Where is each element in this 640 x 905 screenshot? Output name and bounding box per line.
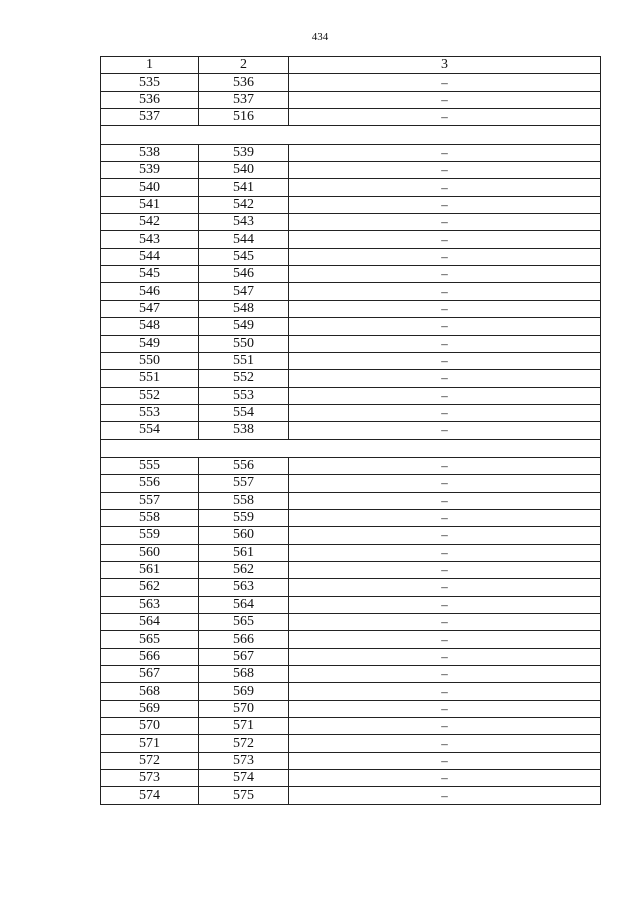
table-cell-col-2: 548: [199, 300, 289, 317]
table-row: [101, 561, 601, 578]
table-cell-col-1: 538: [101, 144, 199, 161]
table-cell-col-3: –: [289, 544, 601, 561]
table-row: [101, 770, 601, 787]
table-row: [101, 718, 601, 735]
column-header-3: 3: [289, 57, 601, 74]
table-row: [101, 231, 601, 248]
table-cell-col-1: 574: [101, 787, 199, 804]
table-cell-col-3: –: [289, 231, 601, 248]
table-cell-col-2: 549: [199, 318, 289, 335]
table-row: [101, 475, 601, 492]
table-cell-col-2: 559: [199, 509, 289, 526]
table-cell-col-2: 552: [199, 370, 289, 387]
table-cell-col-3: –: [289, 144, 601, 161]
table-cell-col-3: –: [289, 196, 601, 213]
table-cell-col-1: 566: [101, 648, 199, 665]
table-row: [101, 91, 601, 108]
table-cell-col-3: –: [289, 579, 601, 596]
table-cell-col-1: 549: [101, 335, 199, 352]
table-row: [101, 144, 601, 161]
table-cell-col-3: –: [289, 214, 601, 231]
table-cell-col-1: 551: [101, 370, 199, 387]
table-cell-col-2: 562: [199, 561, 289, 578]
table-cell-col-1: 573: [101, 770, 199, 787]
table-row: [101, 179, 601, 196]
table-row: [101, 214, 601, 231]
table-cell-col-2: 560: [199, 527, 289, 544]
table-row: [101, 422, 601, 439]
table-cell-col-1: 545: [101, 266, 199, 283]
table-cell-col-2: 564: [199, 596, 289, 613]
table-cell-col-3: –: [289, 770, 601, 787]
table-row: [101, 787, 601, 804]
column-header-2: 2: [199, 57, 289, 74]
table-cell-col-1: 553: [101, 404, 199, 421]
table-row: [101, 666, 601, 683]
header-row: [101, 57, 601, 74]
table-cell-col-3: –: [289, 666, 601, 683]
table-cell-col-2: 542: [199, 196, 289, 213]
table-cell-col-1: 561: [101, 561, 199, 578]
table-row: [101, 300, 601, 317]
table-row: [101, 509, 601, 526]
table-row: [101, 544, 601, 561]
table-row: [101, 283, 601, 300]
table-row: [101, 335, 601, 352]
table-cell-col-2: 557: [199, 475, 289, 492]
table-cell-col-2: 573: [199, 752, 289, 769]
table-row: [101, 683, 601, 700]
table-row: [101, 596, 601, 613]
table-row: [101, 387, 601, 404]
table-cell-col-2: 558: [199, 492, 289, 509]
table-cell-col-3: –: [289, 527, 601, 544]
table-cell-col-1: 535: [101, 74, 199, 91]
table-cell-col-3: –: [289, 648, 601, 665]
table-cell-col-1: 562: [101, 579, 199, 596]
table-cell-col-1: 563: [101, 596, 199, 613]
group-separator-row: [101, 126, 601, 144]
table-cell-col-1: 560: [101, 544, 199, 561]
table-cell-col-2: 543: [199, 214, 289, 231]
table-body: [101, 74, 601, 804]
table-cell-col-3: –: [289, 300, 601, 317]
table-cell-col-1: 567: [101, 666, 199, 683]
table-cell-col-2: 561: [199, 544, 289, 561]
table-cell-col-3: –: [289, 752, 601, 769]
table-cell-col-1: 565: [101, 631, 199, 648]
table-cell-col-1: 537: [101, 109, 199, 126]
table-row: [101, 266, 601, 283]
table-cell-col-1: 550: [101, 352, 199, 369]
table-row: [101, 109, 601, 126]
table-header: [101, 57, 601, 74]
table-cell-col-2: 539: [199, 144, 289, 161]
table-cell-col-1: 571: [101, 735, 199, 752]
table-row: [101, 579, 601, 596]
table-cell-col-2: 544: [199, 231, 289, 248]
table-cell-col-2: 574: [199, 770, 289, 787]
table-cell-col-2: 540: [199, 162, 289, 179]
table-row: [101, 735, 601, 752]
table-cell-col-2: 568: [199, 666, 289, 683]
table-row: [101, 752, 601, 769]
table-cell-col-1: 544: [101, 248, 199, 265]
table-row: [101, 614, 601, 631]
table-cell-col-3: –: [289, 335, 601, 352]
table-cell-col-1: 554: [101, 422, 199, 439]
table-cell-col-1: 542: [101, 214, 199, 231]
table-cell-col-3: –: [289, 631, 601, 648]
table-row: [101, 492, 601, 509]
table-row: [101, 700, 601, 717]
table-cell-col-3: –: [289, 404, 601, 421]
table-cell-col-2: 566: [199, 631, 289, 648]
table-cell-col-2: 541: [199, 179, 289, 196]
table-cell-col-2: 546: [199, 266, 289, 283]
table-cell-col-1: 568: [101, 683, 199, 700]
data-table: [100, 56, 601, 805]
table-cell-col-3: –: [289, 370, 601, 387]
table-cell-col-3: –: [289, 457, 601, 474]
table-cell-col-3: –: [289, 422, 601, 439]
table-cell-col-3: –: [289, 387, 601, 404]
table-cell-col-1: 564: [101, 614, 199, 631]
table-cell-col-1: 539: [101, 162, 199, 179]
table-row: [101, 352, 601, 369]
table-cell-col-2: 563: [199, 579, 289, 596]
table-cell-col-3: –: [289, 596, 601, 613]
table-row: [101, 648, 601, 665]
table-cell-col-1: 570: [101, 718, 199, 735]
column-header-1: 1: [101, 57, 199, 74]
table-cell-col-1: 572: [101, 752, 199, 769]
table-cell-col-3: –: [289, 162, 601, 179]
table-cell-col-1: 543: [101, 231, 199, 248]
table-cell-col-3: –: [289, 700, 601, 717]
table-cell-col-1: 536: [101, 91, 199, 108]
table-cell-col-1: 556: [101, 475, 199, 492]
table-cell-col-3: –: [289, 109, 601, 126]
table-cell-col-2: 537: [199, 91, 289, 108]
table-cell-col-3: –: [289, 475, 601, 492]
table-cell-col-2: 570: [199, 700, 289, 717]
table-row: [101, 162, 601, 179]
table-cell-col-2: 575: [199, 787, 289, 804]
table-cell-col-1: 547: [101, 300, 199, 317]
table-cell-col-3: –: [289, 91, 601, 108]
table-cell-col-2: 567: [199, 648, 289, 665]
table-cell-col-2: 569: [199, 683, 289, 700]
table-cell-col-3: –: [289, 683, 601, 700]
table-cell-col-3: –: [289, 179, 601, 196]
table-cell-col-2: 554: [199, 404, 289, 421]
table-row: [101, 74, 601, 91]
table-cell-col-3: –: [289, 283, 601, 300]
table-cell-col-2: 571: [199, 718, 289, 735]
group-separator-cell: [101, 439, 601, 457]
table-cell-col-3: –: [289, 718, 601, 735]
table-cell-col-1: 546: [101, 283, 199, 300]
table-cell-col-2: 551: [199, 352, 289, 369]
table-cell-col-1: 552: [101, 387, 199, 404]
table-cell-col-1: 557: [101, 492, 199, 509]
table-row: [101, 527, 601, 544]
table-cell-col-2: 556: [199, 457, 289, 474]
table-cell-col-1: 548: [101, 318, 199, 335]
table-cell-col-1: 558: [101, 509, 199, 526]
group-separator-cell: [101, 126, 601, 144]
group-separator-row: [101, 439, 601, 457]
table-cell-col-1: 559: [101, 527, 199, 544]
table-cell-col-1: 555: [101, 457, 199, 474]
table-cell-col-3: –: [289, 74, 601, 91]
table-cell-col-3: –: [289, 266, 601, 283]
table-cell-col-2: 516: [199, 109, 289, 126]
table-cell-col-3: –: [289, 614, 601, 631]
table-cell-col-2: 553: [199, 387, 289, 404]
table-cell-col-2: 547: [199, 283, 289, 300]
table-row: [101, 248, 601, 265]
table-cell-col-3: –: [289, 509, 601, 526]
table-cell-col-3: –: [289, 735, 601, 752]
page-number: 434: [311, 31, 329, 43]
table-cell-col-1: 541: [101, 196, 199, 213]
table-cell-col-3: –: [289, 248, 601, 265]
table-cell-col-2: 565: [199, 614, 289, 631]
table-row: [101, 318, 601, 335]
table-cell-col-3: –: [289, 561, 601, 578]
table-cell-col-1: 540: [101, 179, 199, 196]
table-cell-col-2: 572: [199, 735, 289, 752]
table-cell-col-3: –: [289, 492, 601, 509]
table-cell-col-3: –: [289, 352, 601, 369]
table-row: [101, 370, 601, 387]
table-cell-col-3: –: [289, 787, 601, 804]
table-cell-col-3: –: [289, 318, 601, 335]
table-row: [101, 631, 601, 648]
table-cell-col-2: 536: [199, 74, 289, 91]
table-cell-col-2: 538: [199, 422, 289, 439]
table-cell-col-2: 550: [199, 335, 289, 352]
table-cell-col-1: 569: [101, 700, 199, 717]
table-row: [101, 196, 601, 213]
table-cell-col-2: 545: [199, 248, 289, 265]
table-row: [101, 457, 601, 474]
table-row: [101, 404, 601, 421]
